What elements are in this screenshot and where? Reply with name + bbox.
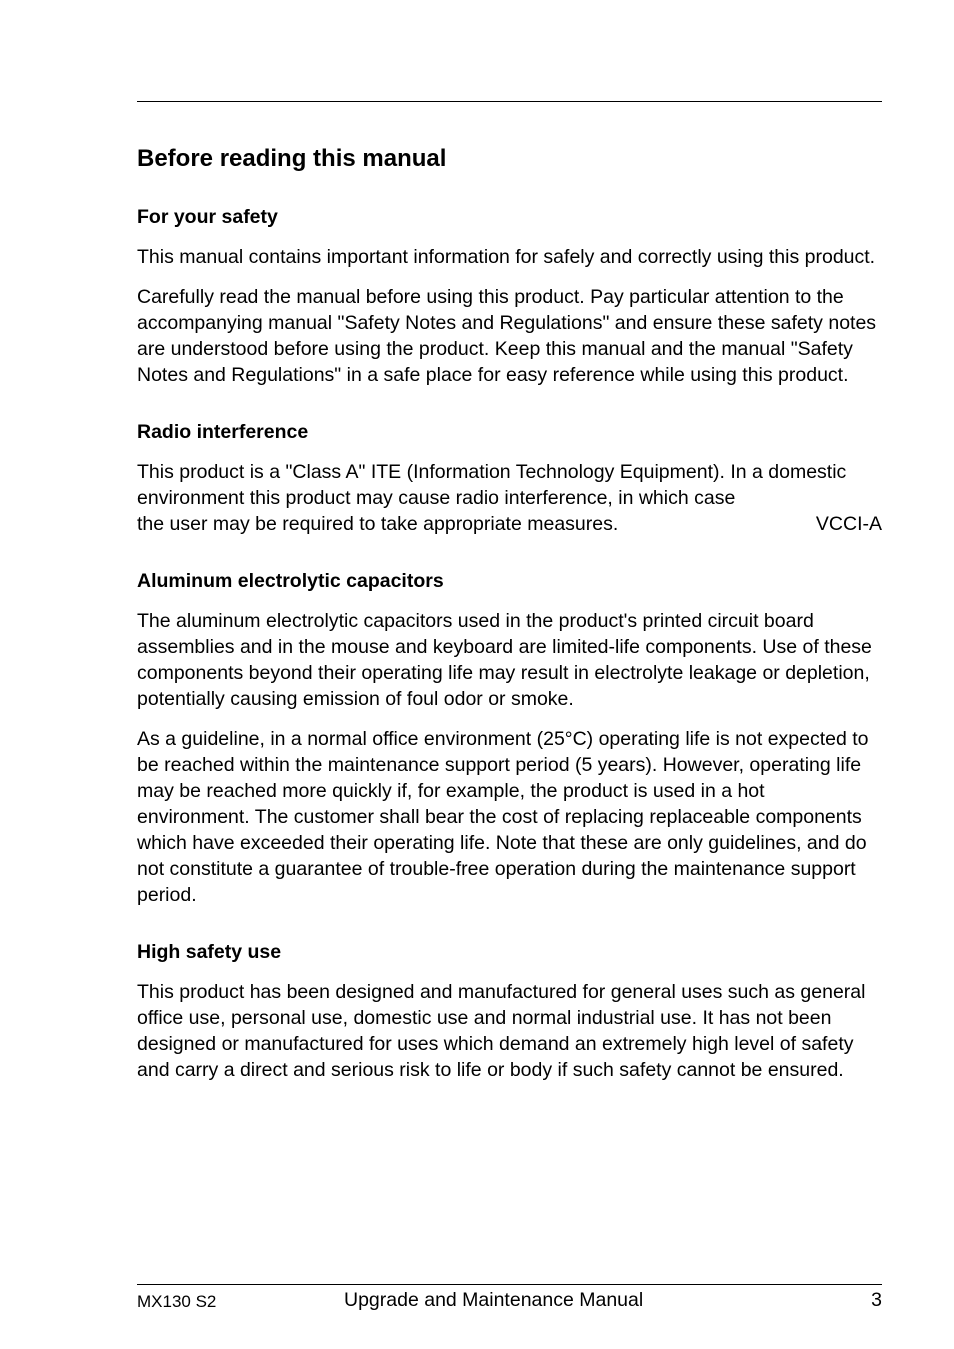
section-heading-capacitors: Aluminum electrolytic capacitors xyxy=(137,570,444,592)
radio-paragraph-start: This product is a "Class A" ITE (Information Technology Equipment). In a domestic environment this product may cause radio interference, in which case xyxy=(137,461,847,509)
safety-paragraph-1: This manual contains important information for safely and correctly using this product. xyxy=(137,246,876,268)
section-heading-radio: Radio interference xyxy=(137,421,309,443)
footer-title: Upgrade and Maintenance Manual xyxy=(344,1289,644,1311)
high-safety-paragraph: This product has been designed and manufactured for general uses such as general office use, personal use, domestic use and normal industrial use. It has not been designed or manufactured for uses which demand an extremely high level of safety and carry a direct and serious risk to life or body if such safety cannot be ensured. xyxy=(137,981,866,1081)
header-rule xyxy=(137,101,882,102)
page-content xyxy=(137,140,882,1083)
page-footer xyxy=(137,1287,882,1313)
radio-paragraph-last-line xyxy=(137,511,882,537)
footer-model: MX130 S2 xyxy=(137,1292,217,1311)
section-heading-high-safety: High safety use xyxy=(137,941,282,963)
vcci-label: VCCI-A xyxy=(815,513,882,535)
capacitors-paragraph-2: As a guideline, in a normal office environment (25°C) operating life is not expected to be reached within the maintenance support period (5 years). However, operating life may be reached more quickly if, for example, the product is used in a hot environment. The customer shall bear the cost of replacing replaceable components which have exceeded their operating life. Note that these are only guidelines, and do not constitute a guarantee of trouble-free operation during the maintenance support period. xyxy=(137,728,869,906)
section-heading-safety: For your safety xyxy=(137,206,278,228)
radio-paragraph-end: the user may be required to take appropriate measures. xyxy=(137,513,619,535)
capacitors-paragraph-1: The aluminum electrolytic capacitors used in the product's printed circuit board assemblies and in the mouse and keyboard are limited-life components. Use of these components beyond their operating life may result in electrolyte leakage or depletion, potentially causing emission of foul odor or smoke. xyxy=(137,610,872,710)
page-number: 3 xyxy=(871,1289,882,1311)
safety-paragraph-2: Carefully read the manual before using this product. Pay particular attention to the accompanying manual "Safety Notes and Regulations" and ensure these safety notes are understood before using the product. Keep this manual and the manual "Safety Notes and Regulations" in a safe place for easy reference while using this product. xyxy=(137,286,877,386)
footer-rule xyxy=(137,1284,882,1285)
page-title: Before reading this manual xyxy=(137,145,447,172)
radio-paragraph xyxy=(137,459,882,537)
